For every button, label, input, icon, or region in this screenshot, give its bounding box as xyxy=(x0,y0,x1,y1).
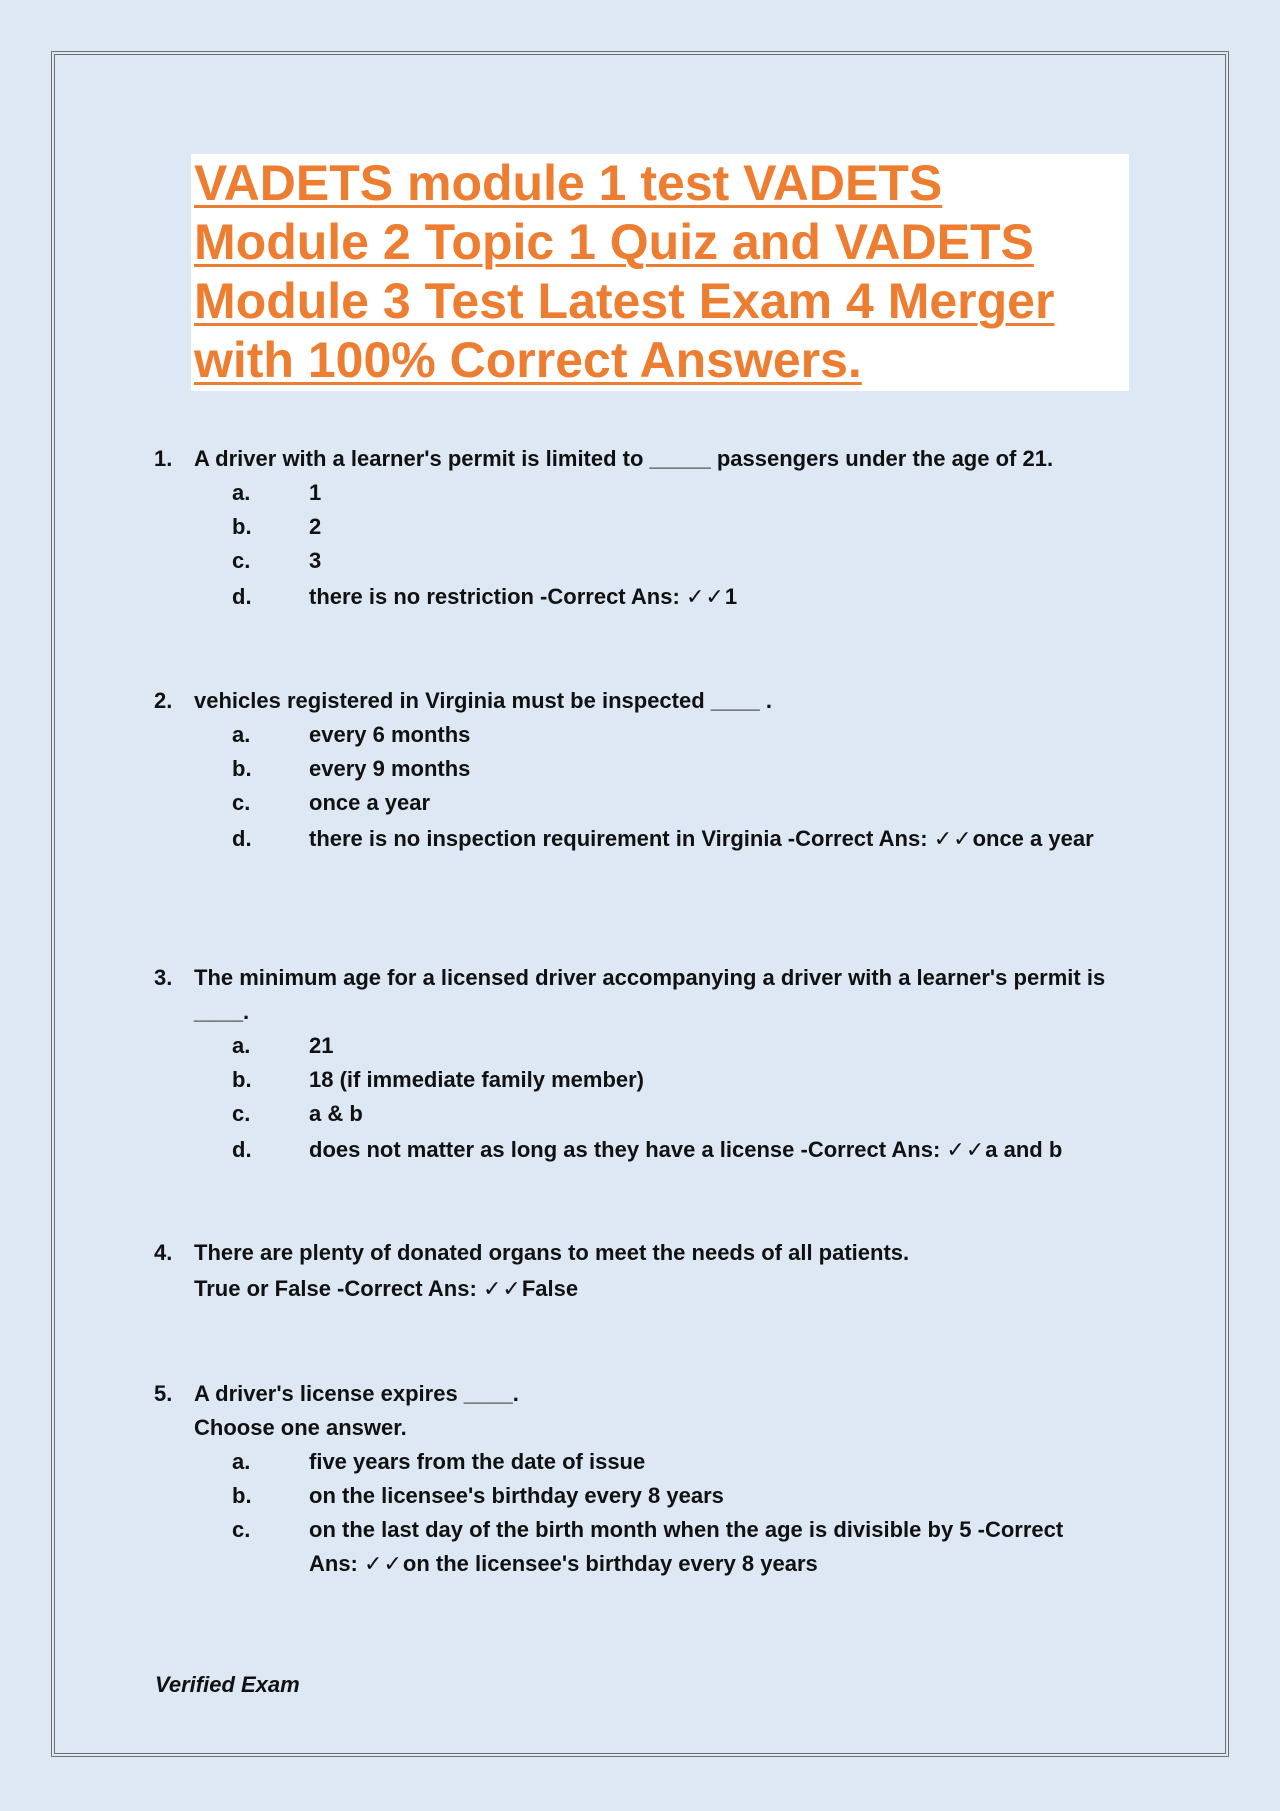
double-check-icon: ✓✓ xyxy=(946,1138,986,1163)
option-text: there is no restriction -Correct Ans: xyxy=(309,584,680,609)
question-number: 1. xyxy=(154,446,173,471)
double-check-icon: ✓✓ xyxy=(364,1552,403,1577)
instruction-text: Choose one answer. xyxy=(194,1415,407,1440)
option-text: there is no inspection requirement in Virginia -Correct Ans: xyxy=(309,826,928,851)
option-letter: c. xyxy=(232,1101,251,1126)
option-b xyxy=(152,752,1112,786)
option-c xyxy=(152,786,1112,820)
option-c xyxy=(152,1513,1112,1582)
option-d xyxy=(152,822,1112,857)
option-b xyxy=(152,1479,1112,1513)
option-letter: d. xyxy=(232,826,252,851)
option-a xyxy=(152,476,1112,510)
option-text: on the last day of the birth month when the age is divisible by 5 -Correct Ans: xyxy=(309,1517,1064,1576)
correct-answer: a and b xyxy=(985,1137,1063,1162)
question-text: vehicles registered in Virginia must be inspected ____ . xyxy=(194,688,772,713)
correct-answer: on the licensee's birthday every 8 years xyxy=(402,1551,818,1576)
question-3 xyxy=(152,961,1112,1168)
correct-answer: False xyxy=(521,1276,579,1301)
correct-answer: 1 xyxy=(724,584,738,609)
option-letter: b. xyxy=(232,1483,252,1508)
option-text: every 9 months xyxy=(309,756,471,781)
question-subline xyxy=(152,1411,1112,1445)
footer-verified-label: Verified Exam xyxy=(155,1672,300,1697)
question-number: 2. xyxy=(154,688,173,713)
correct-answer: once a year xyxy=(972,826,1094,851)
option-letter: a. xyxy=(232,722,251,747)
option-a xyxy=(152,1029,1112,1063)
option-b xyxy=(152,1063,1112,1097)
question-number: 4. xyxy=(154,1240,173,1265)
title-banner xyxy=(191,154,1129,391)
option-letter: d. xyxy=(232,584,252,609)
question-text: There are plenty of donated organs to meet the needs of all patients. xyxy=(194,1240,910,1265)
answer-prompt: True or False -Correct Ans: xyxy=(194,1276,477,1301)
option-letter: b. xyxy=(232,514,252,539)
question-text: The minimum age for a licensed driver accompanying a driver with a learner's permit is ____. xyxy=(194,965,1106,1024)
question-text: A driver's license expires ____. xyxy=(194,1381,519,1406)
option-b xyxy=(152,510,1112,544)
option-text: 21 xyxy=(309,1033,334,1058)
question-number: 3. xyxy=(154,965,173,990)
document-title: VADETS module 1 test VADETS Module 2 Topic 1 Quiz and VADETS Module 3 Test Latest Exam 4 Merger with 100% Correct Answers. xyxy=(194,155,1055,388)
option-d xyxy=(152,1133,1112,1168)
option-text: a & b xyxy=(309,1101,363,1126)
question-2 xyxy=(152,684,1112,857)
question-4 xyxy=(152,1236,1112,1307)
double-check-icon: ✓✓ xyxy=(933,827,973,852)
option-d xyxy=(152,580,1112,615)
option-a xyxy=(152,1445,1112,1479)
question-text: A driver with a learner's permit is limited to _____ passengers under the age of 21. xyxy=(194,446,1054,471)
option-letter: a. xyxy=(232,1033,251,1058)
option-text: on the licensee's birthday every 8 years xyxy=(309,1483,724,1508)
option-letter: c. xyxy=(232,548,251,573)
option-text: 18 (if immediate family member) xyxy=(309,1067,645,1092)
option-text: five years from the date of issue xyxy=(309,1449,646,1474)
option-text: 2 xyxy=(309,514,322,539)
option-letter: b. xyxy=(232,1067,252,1092)
option-c xyxy=(152,544,1112,578)
option-text: 3 xyxy=(309,548,322,573)
option-letter: d. xyxy=(232,1137,252,1162)
option-letter: a. xyxy=(232,480,251,505)
question-5 xyxy=(152,1377,1112,1582)
question-number: 5. xyxy=(154,1381,173,1406)
double-check-icon: ✓✓ xyxy=(685,585,725,610)
option-letter: b. xyxy=(232,756,252,781)
question-1 xyxy=(152,442,1112,615)
option-letter: c. xyxy=(232,1517,251,1542)
option-text: does not matter as long as they have a license -Correct Ans: xyxy=(309,1137,941,1162)
option-a xyxy=(152,718,1112,752)
option-text: 1 xyxy=(309,480,322,505)
question-subline xyxy=(152,1272,1112,1307)
option-c xyxy=(152,1097,1112,1131)
double-check-icon: ✓✓ xyxy=(482,1277,522,1302)
option-text: every 6 months xyxy=(309,722,471,747)
option-letter: a. xyxy=(232,1449,251,1474)
option-text: once a year xyxy=(309,790,431,815)
option-letter: c. xyxy=(232,790,251,815)
